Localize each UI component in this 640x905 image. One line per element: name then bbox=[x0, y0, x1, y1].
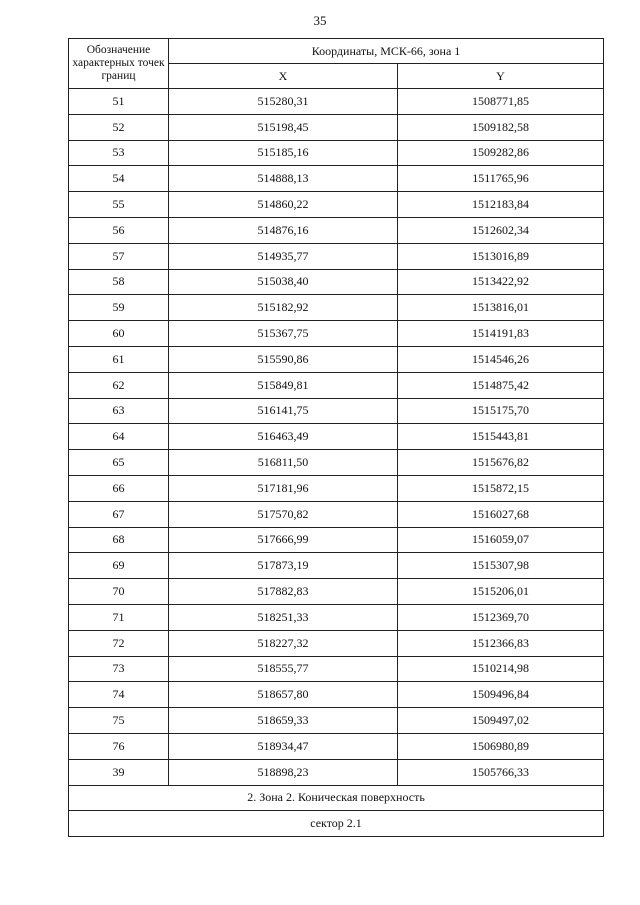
x-cell: 518251,33 bbox=[169, 604, 398, 630]
point-cell: 39 bbox=[69, 759, 169, 785]
y-cell: 1508771,85 bbox=[398, 89, 604, 115]
y-cell: 1513016,89 bbox=[398, 243, 604, 269]
y-cell: 1513816,01 bbox=[398, 295, 604, 321]
y-cell: 1515206,01 bbox=[398, 579, 604, 605]
x-cell: 516141,75 bbox=[169, 398, 398, 424]
y-cell: 1514875,42 bbox=[398, 372, 604, 398]
y-cell: 1509497,02 bbox=[398, 708, 604, 734]
x-cell: 514935,77 bbox=[169, 243, 398, 269]
point-cell: 72 bbox=[69, 630, 169, 656]
point-cell: 74 bbox=[69, 682, 169, 708]
y-cell: 1514546,26 bbox=[398, 346, 604, 372]
x-cell: 518898,23 bbox=[169, 759, 398, 785]
x-cell: 515849,81 bbox=[169, 372, 398, 398]
table-row bbox=[69, 89, 604, 115]
table-row bbox=[69, 475, 604, 501]
table-row bbox=[69, 166, 604, 192]
table-row bbox=[69, 708, 604, 734]
y-cell: 1514191,83 bbox=[398, 321, 604, 347]
table-row bbox=[69, 733, 604, 759]
y-cell: 1512369,70 bbox=[398, 604, 604, 630]
x-cell: 518659,33 bbox=[169, 708, 398, 734]
point-cell: 73 bbox=[69, 656, 169, 682]
table-row bbox=[69, 346, 604, 372]
table-row bbox=[69, 321, 604, 347]
table-row bbox=[69, 553, 604, 579]
table-row bbox=[69, 682, 604, 708]
table-row bbox=[69, 140, 604, 166]
table-row bbox=[69, 372, 604, 398]
page-number: 35 bbox=[313, 13, 327, 28]
y-cell: 1515307,98 bbox=[398, 553, 604, 579]
y-cell: 1515443,81 bbox=[398, 424, 604, 450]
coordinates-table bbox=[68, 38, 604, 837]
x-cell: 518657,80 bbox=[169, 682, 398, 708]
point-cell: 69 bbox=[69, 553, 169, 579]
point-cell: 66 bbox=[69, 475, 169, 501]
table-row bbox=[69, 398, 604, 424]
header-point-designation: Обозначение характерных точек границ bbox=[69, 39, 169, 89]
x-cell: 514888,13 bbox=[169, 166, 398, 192]
y-cell: 1506980,89 bbox=[398, 733, 604, 759]
table-row bbox=[69, 269, 604, 295]
point-cell: 55 bbox=[69, 192, 169, 218]
table-row bbox=[69, 759, 604, 785]
point-cell: 60 bbox=[69, 321, 169, 347]
y-cell: 1516059,07 bbox=[398, 527, 604, 553]
x-cell: 515038,40 bbox=[169, 269, 398, 295]
table-row bbox=[69, 656, 604, 682]
x-cell: 516811,50 bbox=[169, 450, 398, 476]
x-cell: 515590,86 bbox=[169, 346, 398, 372]
x-cell: 514876,16 bbox=[169, 217, 398, 243]
y-cell: 1509496,84 bbox=[398, 682, 604, 708]
header-y: Y bbox=[398, 64, 604, 89]
x-cell: 518227,32 bbox=[169, 630, 398, 656]
table-row bbox=[69, 217, 604, 243]
point-cell: 58 bbox=[69, 269, 169, 295]
x-cell: 515198,45 bbox=[169, 114, 398, 140]
table-row bbox=[69, 295, 604, 321]
y-cell: 1512366,83 bbox=[398, 630, 604, 656]
point-cell: 68 bbox=[69, 527, 169, 553]
table-row bbox=[69, 424, 604, 450]
point-cell: 62 bbox=[69, 372, 169, 398]
point-cell: 71 bbox=[69, 604, 169, 630]
x-cell: 515185,16 bbox=[169, 140, 398, 166]
y-cell: 1509282,86 bbox=[398, 140, 604, 166]
y-cell: 1505766,33 bbox=[398, 759, 604, 785]
x-cell: 517882,83 bbox=[169, 579, 398, 605]
section-title: 2. Зона 2. Коническая поверхность bbox=[69, 785, 604, 810]
x-cell: 515367,75 bbox=[169, 321, 398, 347]
header-coordinates-title: Координаты, МСК-66, зона 1 bbox=[169, 39, 604, 64]
y-cell: 1515872,15 bbox=[398, 475, 604, 501]
table-row bbox=[69, 527, 604, 553]
sector-title: сектор 2.1 bbox=[69, 810, 604, 836]
y-cell: 1511765,96 bbox=[398, 166, 604, 192]
point-cell: 65 bbox=[69, 450, 169, 476]
point-cell: 64 bbox=[69, 424, 169, 450]
y-cell: 1516027,68 bbox=[398, 501, 604, 527]
point-cell: 67 bbox=[69, 501, 169, 527]
table-row bbox=[69, 450, 604, 476]
x-cell: 517570,82 bbox=[169, 501, 398, 527]
table-row bbox=[69, 192, 604, 218]
y-cell: 1510214,98 bbox=[398, 656, 604, 682]
x-cell: 515182,92 bbox=[169, 295, 398, 321]
point-cell: 76 bbox=[69, 733, 169, 759]
x-cell: 515280,31 bbox=[169, 89, 398, 115]
y-cell: 1512183,84 bbox=[398, 192, 604, 218]
y-cell: 1512602,34 bbox=[398, 217, 604, 243]
table-row bbox=[69, 243, 604, 269]
y-cell: 1513422,92 bbox=[398, 269, 604, 295]
x-cell: 517181,96 bbox=[169, 475, 398, 501]
table-body bbox=[69, 89, 604, 786]
point-cell: 53 bbox=[69, 140, 169, 166]
x-cell: 514860,22 bbox=[169, 192, 398, 218]
x-cell: 517873,19 bbox=[169, 553, 398, 579]
y-cell: 1515175,70 bbox=[398, 398, 604, 424]
x-cell: 517666,99 bbox=[169, 527, 398, 553]
point-cell: 51 bbox=[69, 89, 169, 115]
point-cell: 75 bbox=[69, 708, 169, 734]
table-row bbox=[69, 604, 604, 630]
header-x: X bbox=[169, 64, 398, 89]
table-row bbox=[69, 630, 604, 656]
point-cell: 61 bbox=[69, 346, 169, 372]
x-cell: 518934,47 bbox=[169, 733, 398, 759]
x-cell: 518555,77 bbox=[169, 656, 398, 682]
point-cell: 52 bbox=[69, 114, 169, 140]
table-row bbox=[69, 501, 604, 527]
point-cell: 63 bbox=[69, 398, 169, 424]
point-cell: 56 bbox=[69, 217, 169, 243]
point-cell: 59 bbox=[69, 295, 169, 321]
point-cell: 70 bbox=[69, 579, 169, 605]
point-cell: 57 bbox=[69, 243, 169, 269]
table-row bbox=[69, 114, 604, 140]
y-cell: 1515676,82 bbox=[398, 450, 604, 476]
x-cell: 516463,49 bbox=[169, 424, 398, 450]
point-cell: 54 bbox=[69, 166, 169, 192]
y-cell: 1509182,58 bbox=[398, 114, 604, 140]
table-row bbox=[69, 579, 604, 605]
